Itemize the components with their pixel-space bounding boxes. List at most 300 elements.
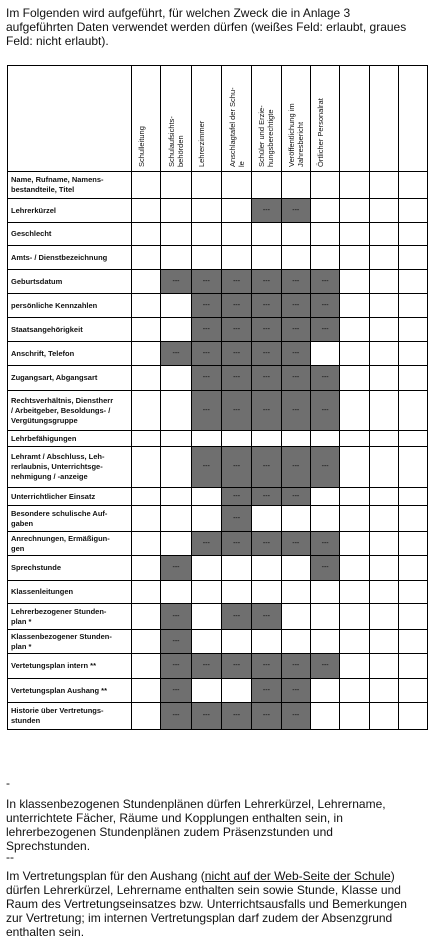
cell-allowed [281, 246, 310, 270]
cell-allowed [252, 246, 281, 270]
cell-not-allowed [191, 391, 221, 431]
cell-allowed [398, 506, 427, 532]
intro-text: Im Folgenden wird aufgeführt, für welchen Zweck die in Anlage 3 aufgeführten Daten verwendet werden dürfen (weißes Feld: erlaubt, graues Feld: nicht erlaubt). [6, 6, 407, 48]
cell-allowed [161, 366, 191, 391]
column-header-label [404, 67, 422, 167]
cell-allowed [369, 223, 398, 246]
note-class-timetables: In klassenbezogenen Stundenplänen dürfen Lehrerkürzel, Lehrername, unterrichtete Fächer, Räume und Kopplungen enthalten sein, in lehrerbezogenen Stundenplänen zudem Präsenzstunden und Sprechstunden. [6, 797, 386, 853]
cell-allowed [398, 318, 427, 342]
cell-allowed [369, 246, 398, 270]
cell-allowed [161, 318, 191, 342]
cell-allowed [369, 447, 398, 488]
cell-not-allowed [221, 447, 251, 488]
cell-allowed [340, 246, 369, 270]
cell-allowed [340, 366, 369, 391]
cell-allowed [281, 223, 310, 246]
cell-allowed [398, 703, 427, 730]
cell-mark: --- [202, 325, 210, 333]
cell-allowed [221, 581, 251, 604]
table-row [8, 488, 428, 506]
cell-allowed [132, 532, 161, 556]
cell-not-allowed [221, 294, 251, 318]
cell-not-allowed [221, 391, 251, 431]
column-header-label [345, 67, 363, 167]
cell-not-allowed [281, 488, 310, 506]
cell-not-allowed [191, 342, 221, 366]
cell-not-allowed [281, 342, 310, 366]
cell-allowed [340, 318, 369, 342]
cell-allowed [310, 679, 339, 703]
row-label: Geschlecht [8, 223, 132, 246]
cell-mark: --- [233, 514, 241, 522]
cell-allowed [398, 223, 427, 246]
cell-not-allowed [252, 703, 281, 730]
row-label: Vertetungsplan Aushang ** [8, 679, 132, 703]
cell-not-allowed [191, 703, 221, 730]
cell-allowed [132, 556, 161, 581]
cell-mark: --- [292, 662, 300, 669]
table-row [8, 223, 428, 246]
cell-allowed [369, 366, 398, 391]
cell-mark: --- [321, 374, 329, 381]
cell-allowed [132, 391, 161, 431]
cell-mark: --- [292, 374, 300, 381]
cell-allowed [398, 447, 427, 488]
cell-allowed [340, 391, 369, 431]
cell-mark: --- [292, 301, 300, 309]
cell-allowed [398, 199, 427, 223]
cell-allowed [132, 604, 161, 630]
cell-allowed [369, 581, 398, 604]
cell-allowed [340, 270, 369, 294]
cell-allowed [191, 488, 221, 506]
cell-mark: --- [321, 463, 329, 470]
cell-mark: --- [172, 712, 180, 719]
cell-allowed [398, 294, 427, 318]
column-header-label: Schulaufsichts- behörden [166, 116, 185, 167]
cell-mark: --- [262, 686, 270, 694]
cell-allowed [340, 703, 369, 730]
cell-allowed [191, 431, 221, 447]
cell-mark: --- [321, 564, 329, 571]
cell-allowed [310, 506, 339, 532]
cell-mark: --- [262, 539, 270, 547]
cell-allowed [310, 223, 339, 246]
separator-2: -- [6, 850, 14, 864]
cell-not-allowed [281, 703, 310, 730]
table-row [8, 366, 428, 391]
row-label: Historie über Vertretungs- stunden [8, 703, 132, 730]
note2-after: ) dürfen Lehrerkürzel, Lehrername enthalten sein sowie Stunde, Klasse und Raum des Vertretungseinsatzes bzw. Unterrichtsausfalls und Bemerkungen zur Vertretung; im internen Vertretungsplan darf zudem der Absenzgrund enthalten sein. [6, 869, 407, 939]
cell-allowed [369, 488, 398, 506]
cell-allowed [252, 431, 281, 447]
cell-allowed [161, 447, 191, 488]
row-label: Klassenleitungen [8, 581, 132, 604]
cell-mark: --- [202, 349, 210, 357]
cell-not-allowed [221, 604, 251, 630]
cell-mark: --- [233, 349, 241, 357]
cell-mark: --- [172, 612, 180, 620]
cell-allowed [132, 342, 161, 366]
cell-mark: --- [233, 539, 241, 547]
row-label: Staatsangehörigkeit [8, 318, 132, 342]
cell-not-allowed [281, 447, 310, 488]
cell-allowed [132, 199, 161, 223]
cell-allowed [340, 294, 369, 318]
cell-not-allowed [252, 488, 281, 506]
row-label: Name, Rufname, Namens- bestandteile, Titel [8, 172, 132, 199]
cell-not-allowed [221, 654, 251, 679]
cell-allowed [191, 246, 221, 270]
cell-not-allowed [281, 391, 310, 431]
cell-allowed [340, 630, 369, 654]
cell-not-allowed [281, 366, 310, 391]
column-header-10 [398, 66, 427, 172]
cell-mark: --- [262, 463, 270, 470]
cell-allowed [132, 488, 161, 506]
cell-not-allowed [281, 318, 310, 342]
cell-allowed [340, 679, 369, 703]
cell-allowed [281, 604, 310, 630]
cell-mark: --- [321, 406, 329, 414]
cell-not-allowed [221, 270, 251, 294]
cell-allowed [398, 679, 427, 703]
cell-allowed [340, 604, 369, 630]
cell-not-allowed [281, 532, 310, 556]
cell-mark: --- [321, 325, 329, 333]
column-header-5 [252, 66, 281, 172]
cell-not-allowed [191, 447, 221, 488]
cell-allowed [340, 172, 369, 199]
cell-allowed [161, 488, 191, 506]
cell-not-allowed [252, 604, 281, 630]
cell-mark: --- [262, 492, 270, 500]
cell-allowed [398, 488, 427, 506]
cell-allowed [161, 294, 191, 318]
column-header-label: Anschlagtafel der Schu- le [227, 87, 246, 167]
cell-allowed [281, 172, 310, 199]
cell-allowed [369, 506, 398, 532]
row-label: Anrechnungen, Ermäßigun- gen [8, 532, 132, 556]
table-row [8, 270, 428, 294]
table-row [8, 172, 428, 199]
cell-allowed [369, 654, 398, 679]
row-label: Vertetungsplan intern ** [8, 654, 132, 679]
column-header-label: Örtlicher Personalrat [316, 98, 326, 167]
cell-not-allowed [221, 318, 251, 342]
cell-not-allowed [221, 366, 251, 391]
cell-not-allowed [252, 318, 281, 342]
cell-mark: --- [321, 662, 329, 669]
cell-mark: --- [262, 406, 270, 414]
cell-mark: --- [172, 637, 180, 645]
cell-mark: --- [292, 406, 300, 414]
cell-mark: --- [233, 612, 241, 620]
cell-mark: --- [292, 325, 300, 333]
cell-not-allowed [310, 294, 339, 318]
cell-mark: --- [321, 301, 329, 309]
cell-allowed [369, 532, 398, 556]
table-row [8, 391, 428, 431]
cell-allowed [369, 630, 398, 654]
column-header-2 [161, 66, 191, 172]
cell-not-allowed [161, 604, 191, 630]
cell-allowed [369, 270, 398, 294]
cell-allowed [132, 654, 161, 679]
cell-not-allowed [161, 703, 191, 730]
cell-not-allowed [161, 679, 191, 703]
cell-allowed [191, 630, 221, 654]
cell-allowed [369, 703, 398, 730]
cell-not-allowed [310, 318, 339, 342]
cell-mark: --- [262, 325, 270, 333]
cell-not-allowed [221, 532, 251, 556]
cell-allowed [398, 366, 427, 391]
cell-not-allowed [310, 447, 339, 488]
cell-mark: --- [233, 374, 241, 381]
row-label: Lehrbefähigungen [8, 431, 132, 447]
cell-mark: --- [262, 612, 270, 620]
cell-not-allowed [252, 654, 281, 679]
cell-allowed [191, 172, 221, 199]
cell-allowed [369, 679, 398, 703]
cell-allowed [132, 270, 161, 294]
cell-allowed [161, 223, 191, 246]
column-header-label: Schüler und Erzie- hungsberechtigte [257, 105, 276, 167]
cell-allowed [398, 172, 427, 199]
cell-allowed [369, 431, 398, 447]
column-header-label: Veröffentlichung im Jahresbericht [286, 103, 305, 167]
row-label: Zugangsart, Abgangsart [8, 366, 132, 391]
column-header-label: Lehrerzimmer [197, 120, 207, 167]
column-header-3 [191, 66, 221, 172]
table-row [8, 431, 428, 447]
cell-allowed [132, 431, 161, 447]
row-label: persönliche Kennzahlen [8, 294, 132, 318]
cell-allowed [191, 506, 221, 532]
cell-allowed [310, 581, 339, 604]
cell-allowed [398, 270, 427, 294]
cell-allowed [132, 703, 161, 730]
cell-mark: --- [262, 374, 270, 381]
table-row [8, 581, 428, 604]
cell-not-allowed [252, 532, 281, 556]
column-header-4 [221, 66, 251, 172]
cell-mark: --- [262, 349, 270, 357]
cell-allowed [369, 604, 398, 630]
note-substitution-plan [6, 869, 420, 939]
cell-not-allowed [161, 270, 191, 294]
cell-allowed [191, 556, 221, 581]
row-label: Rechtsverhältnis, Dienstherr / Arbeitgeber, Besoldungs- / Vergütungsgruppe [8, 391, 132, 431]
cell-mark: --- [262, 301, 270, 309]
table-row [8, 556, 428, 581]
cell-allowed [369, 199, 398, 223]
cell-allowed [132, 246, 161, 270]
cell-allowed [369, 391, 398, 431]
note2-underlined: nicht auf der Web-Seite der Schule [204, 869, 391, 883]
row-label: Geburtsdatum [8, 270, 132, 294]
cell-mark: --- [202, 374, 210, 381]
cell-not-allowed [281, 679, 310, 703]
cell-allowed [132, 172, 161, 199]
cell-allowed [221, 223, 251, 246]
cell-not-allowed [191, 318, 221, 342]
row-label: Besondere schulische Auf- gaben [8, 506, 132, 532]
cell-not-allowed [191, 366, 221, 391]
row-label: Unterrichtlicher Einsatz [8, 488, 132, 506]
cell-mark: --- [262, 277, 270, 285]
table-row [8, 246, 428, 270]
cell-not-allowed [310, 270, 339, 294]
cell-mark: --- [262, 662, 270, 669]
cell-mark: --- [233, 712, 241, 719]
cell-not-allowed [221, 506, 251, 532]
cell-allowed [398, 581, 427, 604]
cell-allowed [310, 630, 339, 654]
cell-mark: --- [172, 564, 180, 571]
cell-allowed [161, 172, 191, 199]
table-row [8, 604, 428, 630]
cell-allowed [340, 223, 369, 246]
cell-allowed [340, 447, 369, 488]
cell-mark: --- [292, 463, 300, 470]
row-label: Amts- / Dienstbezeichnung [8, 246, 132, 270]
column-header-8 [340, 66, 369, 172]
cell-not-allowed [310, 654, 339, 679]
cell-mark: --- [202, 539, 210, 547]
cell-allowed [340, 488, 369, 506]
separator-1: - [6, 776, 10, 790]
cell-mark: --- [202, 463, 210, 470]
table-row [8, 294, 428, 318]
cell-mark: --- [202, 301, 210, 309]
cell-allowed [221, 199, 251, 223]
column-header-1 [132, 66, 161, 172]
row-label: Klassenbezogener Stunden- plan * [8, 630, 132, 654]
cell-mark: --- [233, 325, 241, 333]
table-row [8, 342, 428, 366]
cell-allowed [191, 199, 221, 223]
cell-allowed [252, 581, 281, 604]
data-usage-table [7, 65, 428, 730]
cell-mark: --- [292, 349, 300, 357]
cell-allowed [398, 246, 427, 270]
cell-not-allowed [281, 199, 310, 223]
cell-allowed [398, 391, 427, 431]
row-label: Anschrift, Telefon [8, 342, 132, 366]
cell-allowed [221, 431, 251, 447]
cell-allowed [340, 581, 369, 604]
cell-allowed [340, 199, 369, 223]
cell-allowed [398, 630, 427, 654]
cell-not-allowed [191, 532, 221, 556]
cell-allowed [191, 223, 221, 246]
cell-not-allowed [310, 532, 339, 556]
cell-allowed [369, 318, 398, 342]
cell-allowed [132, 223, 161, 246]
cell-mark: --- [233, 301, 241, 309]
cell-not-allowed [310, 391, 339, 431]
cell-allowed [369, 294, 398, 318]
table-row [8, 199, 428, 223]
cell-mark: --- [321, 277, 329, 285]
cell-allowed [161, 506, 191, 532]
cell-allowed [161, 532, 191, 556]
cell-not-allowed [252, 679, 281, 703]
cell-allowed [369, 172, 398, 199]
table-row [8, 630, 428, 654]
cell-mark: --- [202, 712, 210, 719]
cell-allowed [161, 391, 191, 431]
table-row [8, 447, 428, 488]
cell-allowed [132, 506, 161, 532]
cell-allowed [398, 654, 427, 679]
cell-mark: --- [233, 406, 241, 414]
row-label: Lehrerbezogener Stunden- plan * [8, 604, 132, 630]
cell-not-allowed [252, 342, 281, 366]
cell-not-allowed [191, 270, 221, 294]
cell-allowed [310, 172, 339, 199]
row-label: Lehramt / Abschluss, Leh- rerlaubnis, Unterrichtsge- nehmigung / -anzeige [8, 447, 132, 488]
cell-mark: --- [172, 662, 180, 669]
cell-allowed [310, 342, 339, 366]
cell-allowed [191, 581, 221, 604]
cell-not-allowed [281, 270, 310, 294]
cell-allowed [398, 532, 427, 556]
header-corner [8, 66, 132, 172]
cell-allowed [191, 604, 221, 630]
cell-not-allowed [161, 630, 191, 654]
cell-allowed [221, 556, 251, 581]
cell-not-allowed [281, 654, 310, 679]
cell-not-allowed [310, 366, 339, 391]
cell-mark: --- [233, 492, 241, 500]
cell-mark: --- [233, 277, 241, 285]
cell-mark: --- [233, 662, 241, 669]
cell-allowed [161, 581, 191, 604]
cell-allowed [132, 318, 161, 342]
cell-allowed [369, 556, 398, 581]
table-row [8, 318, 428, 342]
cell-allowed [221, 246, 251, 270]
cell-allowed [161, 431, 191, 447]
cell-not-allowed [191, 294, 221, 318]
column-header-label [375, 67, 393, 167]
cell-allowed [281, 630, 310, 654]
cell-not-allowed [221, 703, 251, 730]
cell-mark: --- [321, 539, 329, 547]
cell-allowed [310, 246, 339, 270]
cell-allowed [340, 654, 369, 679]
cell-not-allowed [252, 270, 281, 294]
cell-allowed [252, 630, 281, 654]
table-row [8, 506, 428, 532]
cell-allowed [161, 246, 191, 270]
cell-allowed [281, 581, 310, 604]
cell-allowed [221, 630, 251, 654]
column-header-6 [281, 66, 310, 172]
cell-mark: --- [292, 539, 300, 547]
cell-allowed [281, 506, 310, 532]
cell-allowed [221, 172, 251, 199]
cell-not-allowed [221, 488, 251, 506]
table-row [8, 654, 428, 679]
column-header-9 [369, 66, 398, 172]
cell-mark: --- [202, 662, 210, 669]
cell-not-allowed [161, 342, 191, 366]
cell-not-allowed [252, 391, 281, 431]
